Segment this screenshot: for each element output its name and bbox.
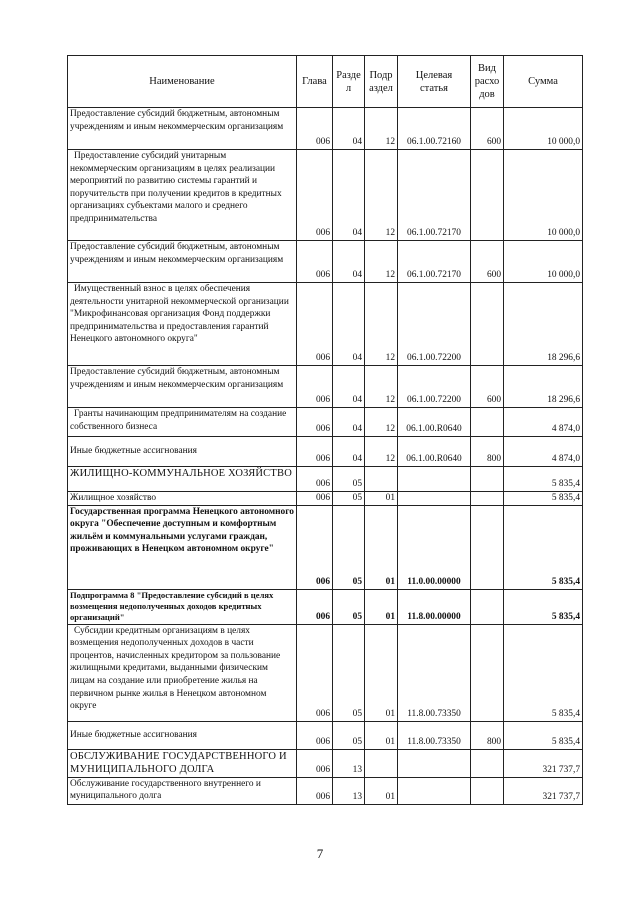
row-target bbox=[398, 749, 471, 777]
row-vid: 800 bbox=[471, 437, 504, 467]
row-sum: 10 000,0 bbox=[504, 150, 583, 241]
table-row bbox=[68, 150, 583, 241]
row-vid bbox=[471, 777, 504, 804]
row-podrazdel: 12 bbox=[365, 108, 398, 150]
row-sum: 5 835,4 bbox=[504, 467, 583, 492]
row-name: Жилищное хозяйство bbox=[68, 492, 297, 506]
row-target: 11.8.00.73350 bbox=[398, 624, 471, 721]
row-podrazdel: 12 bbox=[365, 437, 398, 467]
row-glava: 006 bbox=[297, 589, 333, 624]
table-row bbox=[68, 241, 583, 283]
row-podrazdel: 01 bbox=[365, 492, 398, 506]
header-razdel: Разде л bbox=[333, 56, 365, 108]
header-sum: Сумма bbox=[504, 56, 583, 108]
row-glava: 006 bbox=[297, 467, 333, 492]
row-name: Предоставление субсидий унитарным некоммерческим организациям в целях реализации мероприятий по развитию системы гарантий и поручительств при получении кредитов в кредитных организациях субъектами малого и среднего предпринимательства bbox=[68, 150, 297, 241]
row-glava: 006 bbox=[297, 721, 333, 749]
row-razdel: 05 bbox=[333, 467, 365, 492]
row-sum: 10 000,0 bbox=[504, 108, 583, 150]
table-row bbox=[68, 589, 583, 624]
row-sum: 5 835,4 bbox=[504, 492, 583, 506]
row-name: Субсидии кредитным организациям в целях возмещения недополученных доходов в части процентов, начисленных кредитором за пользование жилищными кредитами, выданными физическим лицам на создание или приобретение жилья на первичном рынке жилья в Ненецком автономном округе bbox=[68, 624, 297, 721]
row-vid bbox=[471, 467, 504, 492]
row-glava: 006 bbox=[297, 283, 333, 366]
row-razdel: 04 bbox=[333, 241, 365, 283]
table-row bbox=[68, 108, 583, 150]
row-podrazdel: 12 bbox=[365, 283, 398, 366]
row-razdel: 05 bbox=[333, 505, 365, 589]
row-vid: 600 bbox=[471, 108, 504, 150]
table-header-row bbox=[68, 56, 583, 108]
row-target: 06.1.00.72170 bbox=[398, 150, 471, 241]
row-razdel: 05 bbox=[333, 492, 365, 506]
row-podrazdel: 01 bbox=[365, 505, 398, 589]
row-sum: 5 835,4 bbox=[504, 505, 583, 589]
row-vid bbox=[471, 283, 504, 366]
row-target: 06.1.00.72170 bbox=[398, 241, 471, 283]
row-vid bbox=[471, 492, 504, 506]
page-number: 7 bbox=[316, 846, 324, 861]
header-target: Целевая статья bbox=[398, 56, 471, 108]
row-razdel: 05 bbox=[333, 624, 365, 721]
row-podrazdel bbox=[365, 467, 398, 492]
row-razdel: 04 bbox=[333, 408, 365, 437]
budget-table bbox=[67, 55, 583, 805]
row-target: 06.1.00.R0640 bbox=[398, 437, 471, 467]
table-row bbox=[68, 721, 583, 749]
table-row bbox=[68, 408, 583, 437]
row-podrazdel: 01 bbox=[365, 589, 398, 624]
table-row bbox=[68, 492, 583, 506]
header-name: Наименование bbox=[68, 56, 297, 108]
header-vid: Вид расхо дов bbox=[471, 56, 504, 108]
header-podrazdel: Подр аздел bbox=[365, 56, 398, 108]
row-target: 11.8.00.73350 bbox=[398, 721, 471, 749]
row-target: 06.1.00.72200 bbox=[398, 283, 471, 366]
row-glava: 006 bbox=[297, 749, 333, 777]
row-podrazdel: 12 bbox=[365, 408, 398, 437]
row-vid: 600 bbox=[471, 241, 504, 283]
row-sum: 5 835,4 bbox=[504, 721, 583, 749]
row-name: Предоставление субсидий бюджетным, автономным учреждениям и иным некоммерческим организациям bbox=[68, 241, 297, 283]
table-row bbox=[68, 749, 583, 777]
row-podrazdel: 01 bbox=[365, 624, 398, 721]
row-name: Иные бюджетные ассигнования bbox=[68, 437, 297, 467]
row-glava: 006 bbox=[297, 241, 333, 283]
row-name: Предоставление субсидий бюджетным, автономным учреждениям и иным некоммерческим организациям bbox=[68, 366, 297, 408]
row-razdel: 05 bbox=[333, 721, 365, 749]
row-name: Иные бюджетные ассигнования bbox=[68, 721, 297, 749]
row-sum: 321 737,7 bbox=[504, 749, 583, 777]
row-razdel: 13 bbox=[333, 749, 365, 777]
header-glava: Глава bbox=[297, 56, 333, 108]
row-razdel: 13 bbox=[333, 777, 365, 804]
row-target: 06.1.00.R0640 bbox=[398, 408, 471, 437]
row-podrazdel: 12 bbox=[365, 366, 398, 408]
row-vid bbox=[471, 408, 504, 437]
row-sum: 4 874,0 bbox=[504, 437, 583, 467]
table-row bbox=[68, 624, 583, 721]
row-name: Имущественный взнос в целях обеспечения деятельности унитарной некоммерческой организации "Микрофинансовая организация Фонд поддержки предпринимательства и предоставления гарантий Ненецкого автономного округа" bbox=[68, 283, 297, 366]
row-name: Гранты начинающим предпринимателям на создание собственного бизнеса bbox=[68, 408, 297, 437]
row-name: Подпрограмма 8 "Предоставление субсидий в целях возмещения недополученных доходов кредитных организаций" bbox=[68, 589, 297, 624]
table-row bbox=[68, 366, 583, 408]
row-target: 11.0.00.00000 bbox=[398, 505, 471, 589]
row-target: 06.1.00.72200 bbox=[398, 366, 471, 408]
row-sum: 5 835,4 bbox=[504, 624, 583, 721]
row-podrazdel: 12 bbox=[365, 241, 398, 283]
row-name: Предоставление субсидий бюджетным, автономным учреждениям и иным некоммерческим организациям bbox=[68, 108, 297, 150]
row-podrazdel: 01 bbox=[365, 777, 398, 804]
table-row bbox=[68, 467, 583, 492]
row-vid: 600 bbox=[471, 366, 504, 408]
row-glava: 006 bbox=[297, 624, 333, 721]
row-glava: 006 bbox=[297, 108, 333, 150]
row-target bbox=[398, 492, 471, 506]
row-vid bbox=[471, 589, 504, 624]
row-sum: 321 737,7 bbox=[504, 777, 583, 804]
row-sum: 18 296,6 bbox=[504, 366, 583, 408]
table-row bbox=[68, 437, 583, 467]
row-razdel: 04 bbox=[333, 150, 365, 241]
table-row bbox=[68, 283, 583, 366]
row-name: ОБСЛУЖИВАНИЕ ГОСУДАРСТВЕННОГО И МУНИЦИПАЛЬНОГО ДОЛГА bbox=[68, 749, 297, 777]
row-vid: 800 bbox=[471, 721, 504, 749]
row-target: 06.1.00.72160 bbox=[398, 108, 471, 150]
row-razdel: 04 bbox=[333, 366, 365, 408]
row-razdel: 05 bbox=[333, 589, 365, 624]
row-vid bbox=[471, 624, 504, 721]
row-glava: 006 bbox=[297, 408, 333, 437]
row-sum: 10 000,0 bbox=[504, 241, 583, 283]
row-sum: 5 835,4 bbox=[504, 589, 583, 624]
row-glava: 006 bbox=[297, 505, 333, 589]
row-sum: 18 296,6 bbox=[504, 283, 583, 366]
row-vid bbox=[471, 150, 504, 241]
row-glava: 006 bbox=[297, 492, 333, 506]
table-row bbox=[68, 505, 583, 589]
row-name: Обслуживание государственного внутреннего и муниципального долга bbox=[68, 777, 297, 804]
row-sum: 4 874,0 bbox=[504, 408, 583, 437]
row-target bbox=[398, 777, 471, 804]
row-glava: 006 bbox=[297, 366, 333, 408]
row-vid bbox=[471, 749, 504, 777]
table-row bbox=[68, 777, 583, 804]
row-glava: 006 bbox=[297, 777, 333, 804]
row-razdel: 04 bbox=[333, 108, 365, 150]
row-target bbox=[398, 467, 471, 492]
row-vid bbox=[471, 505, 504, 589]
row-razdel: 04 bbox=[333, 283, 365, 366]
row-glava: 006 bbox=[297, 437, 333, 467]
row-glava: 006 bbox=[297, 150, 333, 241]
row-razdel: 04 bbox=[333, 437, 365, 467]
row-name: ЖИЛИЩНО-КОММУНАЛЬНОЕ ХОЗЯЙСТВО bbox=[68, 467, 297, 492]
row-podrazdel: 12 bbox=[365, 150, 398, 241]
row-podrazdel: 01 bbox=[365, 721, 398, 749]
row-target: 11.8.00.00000 bbox=[398, 589, 471, 624]
row-podrazdel bbox=[365, 749, 398, 777]
row-name: Государственная программа Ненецкого автономного округа "Обеспечение доступным и комфортным жильём и коммунальными услугами граждан, проживающих в Ненецком автономном округе" bbox=[68, 505, 297, 589]
